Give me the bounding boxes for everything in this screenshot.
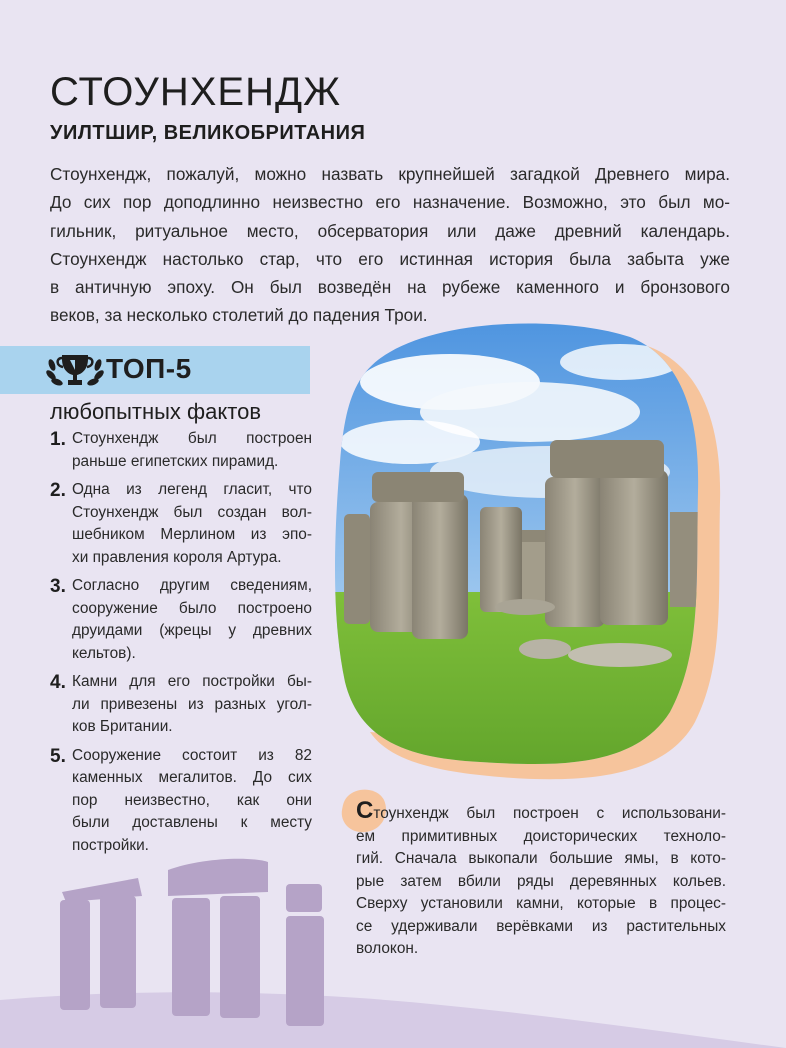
intro-line: веков, за несколько столетий до падения Трои.: [50, 305, 428, 326]
fact-number: 4.: [50, 672, 66, 693]
stonehenge-silhouette: [0, 840, 786, 1048]
fact-line: сооружение было построено: [72, 599, 312, 617]
page-title: СТОУНХЕНДЖ: [50, 70, 341, 114]
fact-line: кельтов).: [72, 644, 136, 662]
fact-item: [50, 428, 312, 473]
fact-line: ли привезены из разных угол-: [72, 695, 312, 713]
fact-number: 1.: [50, 429, 66, 450]
fact-line: Стоунхендж был создан вол-: [72, 503, 312, 521]
fact-item: [50, 671, 312, 739]
construction-line: [356, 797, 726, 826]
fact-line: друидами (жрецы у древних: [72, 622, 312, 639]
intro-paragraph: [50, 160, 730, 330]
fact-line: пор неизвестно, как они: [72, 791, 312, 809]
construction-line: волокон.: [356, 940, 419, 957]
fact-line: хи правления короля Артура.: [72, 548, 282, 566]
fact-number: 3.: [50, 576, 66, 597]
facts-list: [50, 428, 312, 863]
fact-line: раньше египетских пирамид.: [72, 452, 279, 470]
construction-line: Сверху установили камни, которые в процес-: [356, 895, 726, 912]
trophy-laurel-icon: [46, 351, 104, 389]
fact-line: Согласно другим сведениям,: [72, 577, 312, 594]
construction-line: рые затем вбили ряды деревянных кольев.: [356, 872, 726, 890]
page-subtitle: УИЛТШИР, ВЕЛИКОБРИТАНИЯ: [50, 122, 366, 144]
intro-line: гильник, ритуальное место, обсерватория или даже древний календарь.: [50, 220, 730, 241]
fact-number: 5.: [50, 745, 66, 767]
drop-cap: С: [356, 797, 374, 824]
fact-line: Камни для его постройки бы-: [72, 673, 312, 690]
fact-line: постройки.: [72, 836, 149, 854]
fact-line: были доставлены к месту: [72, 814, 312, 831]
construction-line-text: тоунхендж был построен с использовани-: [373, 805, 726, 822]
fact-line: шебником Мерлином из эпо-: [72, 526, 312, 543]
fact-item: [50, 575, 312, 665]
intro-line: в античную эпоху. Он был возведён на рубеже каменного и бронзового: [50, 277, 730, 298]
intro-line: Стоунхендж настолько стар, что его истинная история была забыта уже: [50, 248, 730, 269]
intro-line: Стоунхендж, пожалуй, можно назвать крупнейшей загадкой Древнего мира.: [50, 164, 730, 184]
intro-line: До сих пор доподлинно неизвестно его назначение. Возможно, это был мо-: [50, 192, 730, 213]
construction-line: се удерживали верёвками из растительных: [356, 917, 726, 935]
stonehenge-photo: [330, 322, 722, 782]
construction-line: гий. Сначала выкопали большие ямы, в кото-: [356, 850, 726, 867]
fact-number: 2.: [50, 480, 66, 501]
fact-line: ков Британии.: [72, 718, 173, 735]
fact-line: Одна из легенд гласит, что: [72, 481, 312, 498]
top-facts-subheading: любопытных фактов: [50, 399, 262, 424]
construction-line: ем примитивных доисторических техноло-: [356, 827, 726, 845]
top-facts-heading: ТОП-5: [106, 353, 192, 384]
fact-line: каменных мегалитов. До сих: [72, 769, 312, 786]
fact-item: [50, 479, 312, 569]
fact-line: Стоунхендж был построен: [72, 430, 312, 447]
fact-line: Сооружение состоит из 82: [72, 746, 312, 764]
